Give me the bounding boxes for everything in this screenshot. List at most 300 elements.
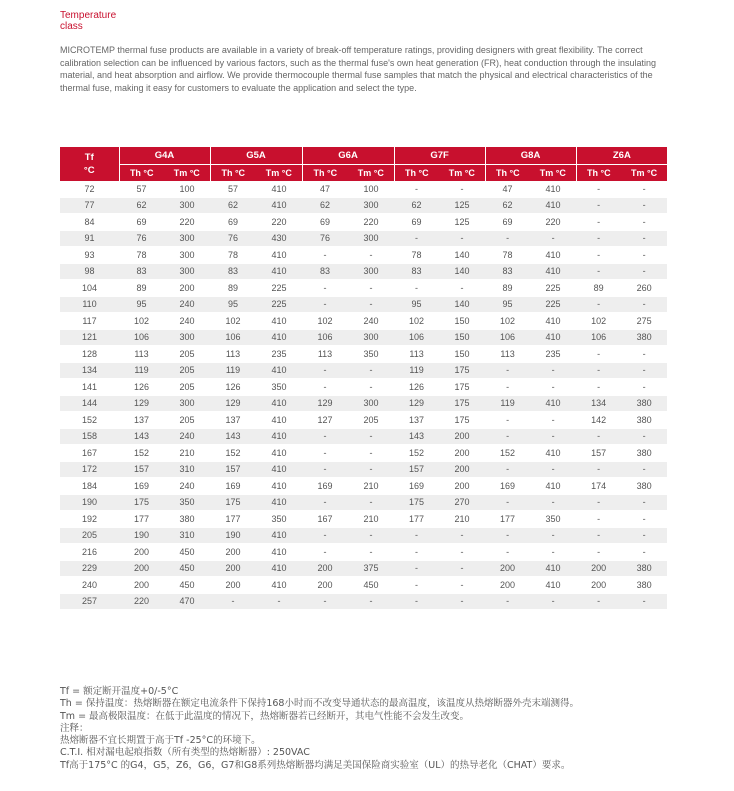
tm-cell: 375 xyxy=(348,560,394,577)
tm-cell: 270 xyxy=(439,494,485,511)
tm-cell: - xyxy=(530,379,576,396)
th-cell: 200 xyxy=(119,560,164,577)
tm-cell: - xyxy=(621,197,667,214)
table-row xyxy=(60,560,667,577)
tm-subheader: Tm °C xyxy=(256,165,302,182)
table-row xyxy=(60,577,667,594)
tm-cell: 410 xyxy=(530,395,576,412)
tf-cell: 240 xyxy=(60,577,119,594)
th-cell: 169 xyxy=(394,478,439,495)
th-cell: 69 xyxy=(210,214,256,231)
tm-cell: 205 xyxy=(164,412,210,429)
tm-cell: - xyxy=(439,560,485,577)
th-cell: 102 xyxy=(119,313,164,330)
tf-cell: 216 xyxy=(60,544,119,561)
tm-cell: 175 xyxy=(439,412,485,429)
tf-cell: 117 xyxy=(60,313,119,330)
tm-cell: - xyxy=(621,511,667,528)
section-title xyxy=(60,10,140,32)
group-header-g6a: G6A xyxy=(302,147,394,165)
tm-cell: 410 xyxy=(256,478,302,495)
tf-header-symbol: Tf xyxy=(84,152,94,163)
tm-cell: 300 xyxy=(348,329,394,346)
table-row xyxy=(60,197,667,214)
tm-cell: 410 xyxy=(256,577,302,594)
tm-cell: 240 xyxy=(164,428,210,445)
tm-cell: 410 xyxy=(530,329,576,346)
tm-subheader: Tm °C xyxy=(164,165,210,182)
th-cell: 175 xyxy=(210,494,256,511)
tm-cell: - xyxy=(621,181,667,197)
th-cell: - xyxy=(302,461,348,478)
tm-cell: - xyxy=(439,527,485,544)
tm-cell: 430 xyxy=(256,230,302,247)
th-cell: 69 xyxy=(302,214,348,231)
th-cell: 142 xyxy=(576,412,621,429)
tm-cell: 200 xyxy=(439,428,485,445)
tm-cell: - xyxy=(348,280,394,297)
th-cell: - xyxy=(394,181,439,197)
tm-cell: 220 xyxy=(530,214,576,231)
th-cell: 200 xyxy=(302,560,348,577)
tm-cell: 300 xyxy=(348,230,394,247)
tm-cell: 225 xyxy=(256,296,302,313)
th-cell: - xyxy=(210,593,256,610)
tf-cell: 91 xyxy=(60,230,119,247)
th-cell: 62 xyxy=(210,197,256,214)
th-cell: 200 xyxy=(485,560,530,577)
tm-cell: 210 xyxy=(348,511,394,528)
tm-cell: 140 xyxy=(439,247,485,264)
th-cell: - xyxy=(485,379,530,396)
tm-cell: 380 xyxy=(621,395,667,412)
th-cell: 200 xyxy=(119,544,164,561)
th-cell: 143 xyxy=(210,428,256,445)
th-cell: 102 xyxy=(394,313,439,330)
th-cell: 175 xyxy=(119,494,164,511)
th-cell: - xyxy=(576,247,621,264)
tm-cell: 450 xyxy=(164,544,210,561)
th-cell: 83 xyxy=(210,263,256,280)
group-header-g5a: G5A xyxy=(210,147,302,165)
tm-cell: - xyxy=(621,296,667,313)
tm-cell: 380 xyxy=(621,560,667,577)
table-row xyxy=(60,362,667,379)
th-cell: 177 xyxy=(210,511,256,528)
th-cell: - xyxy=(394,527,439,544)
tm-cell: 150 xyxy=(439,313,485,330)
tm-cell: - xyxy=(348,379,394,396)
tm-cell: 300 xyxy=(348,263,394,280)
th-cell: 126 xyxy=(210,379,256,396)
tf-cell: 172 xyxy=(60,461,119,478)
th-cell: 200 xyxy=(210,544,256,561)
th-subheader: Th °C xyxy=(119,165,164,182)
tf-cell: 98 xyxy=(60,263,119,280)
tf-cell: 77 xyxy=(60,197,119,214)
th-cell: 89 xyxy=(210,280,256,297)
th-cell: - xyxy=(394,577,439,594)
th-cell: 102 xyxy=(485,313,530,330)
th-cell: 102 xyxy=(302,313,348,330)
note-line: 热熔断器不宜长期置于高于Tf -25°C的环境下。 xyxy=(60,735,261,747)
th-cell: 113 xyxy=(210,346,256,363)
tm-cell: 125 xyxy=(439,214,485,231)
th-cell: 69 xyxy=(485,214,530,231)
note-line: 注释： xyxy=(60,722,89,734)
tm-cell: 275 xyxy=(621,313,667,330)
tm-cell: 380 xyxy=(164,511,210,528)
th-cell: 76 xyxy=(119,230,164,247)
th-cell: 169 xyxy=(485,478,530,495)
th-cell: 47 xyxy=(302,181,348,197)
tm-cell: 175 xyxy=(439,362,485,379)
tm-cell: - xyxy=(530,544,576,561)
tm-cell: 310 xyxy=(164,527,210,544)
th-cell: - xyxy=(576,230,621,247)
section-title-line2: class xyxy=(60,21,83,32)
th-cell: 106 xyxy=(210,329,256,346)
th-cell: - xyxy=(576,362,621,379)
th-cell: 106 xyxy=(576,329,621,346)
tm-cell: 380 xyxy=(621,577,667,594)
tm-cell: 150 xyxy=(439,346,485,363)
th-cell: 106 xyxy=(485,329,530,346)
tf-header-unit: °C xyxy=(83,165,95,176)
table-row xyxy=(60,346,667,363)
tm-cell: 410 xyxy=(530,197,576,214)
th-cell: - xyxy=(485,428,530,445)
th-cell: 200 xyxy=(119,577,164,594)
th-cell: 126 xyxy=(119,379,164,396)
th-cell: 119 xyxy=(210,362,256,379)
table-row xyxy=(60,478,667,495)
th-cell: 134 xyxy=(576,395,621,412)
th-cell: - xyxy=(485,230,530,247)
th-cell: - xyxy=(485,412,530,429)
th-cell: 137 xyxy=(210,412,256,429)
tm-cell: - xyxy=(439,181,485,197)
th-cell: 169 xyxy=(210,478,256,495)
th-cell: 89 xyxy=(119,280,164,297)
th-cell: 127 xyxy=(302,412,348,429)
th-cell: - xyxy=(302,445,348,462)
tm-cell: 450 xyxy=(348,577,394,594)
th-cell: 119 xyxy=(119,362,164,379)
tf-cell: 257 xyxy=(60,593,119,610)
tm-cell: 310 xyxy=(164,461,210,478)
tf-cell: 134 xyxy=(60,362,119,379)
th-cell: - xyxy=(302,296,348,313)
table-row xyxy=(60,296,667,313)
tm-cell: 225 xyxy=(530,296,576,313)
th-cell: 220 xyxy=(119,593,164,610)
tf-cell: 229 xyxy=(60,560,119,577)
tm-cell: 210 xyxy=(439,511,485,528)
tm-cell: - xyxy=(348,362,394,379)
th-cell: - xyxy=(394,280,439,297)
th-cell: 177 xyxy=(119,511,164,528)
tf-cell: 84 xyxy=(60,214,119,231)
table-row xyxy=(60,428,667,445)
tm-cell: 240 xyxy=(348,313,394,330)
th-cell: - xyxy=(576,593,621,610)
tm-cell: - xyxy=(621,544,667,561)
tm-cell: 350 xyxy=(348,346,394,363)
tm-cell: 240 xyxy=(164,296,210,313)
tm-cell: - xyxy=(348,428,394,445)
th-cell: 106 xyxy=(394,329,439,346)
tm-cell: 380 xyxy=(621,329,667,346)
th-cell: - xyxy=(302,428,348,445)
th-cell: 174 xyxy=(576,478,621,495)
table-row xyxy=(60,214,667,231)
tm-cell: 410 xyxy=(530,445,576,462)
th-cell: 157 xyxy=(576,445,621,462)
tm-cell: 350 xyxy=(256,379,302,396)
tm-cell: 410 xyxy=(256,362,302,379)
tf-cell: 144 xyxy=(60,395,119,412)
tm-cell: 410 xyxy=(256,197,302,214)
th-cell: - xyxy=(576,494,621,511)
tm-cell: 410 xyxy=(256,329,302,346)
th-cell: 143 xyxy=(119,428,164,445)
th-cell: 143 xyxy=(394,428,439,445)
tm-cell: - xyxy=(621,230,667,247)
tm-cell: 200 xyxy=(439,478,485,495)
table-row xyxy=(60,395,667,412)
table-row xyxy=(60,181,667,197)
th-cell: - xyxy=(576,511,621,528)
th-cell: 167 xyxy=(302,511,348,528)
th-subheader: Th °C xyxy=(394,165,439,182)
th-cell: 200 xyxy=(576,577,621,594)
th-cell: 83 xyxy=(302,263,348,280)
tm-cell: - xyxy=(439,577,485,594)
table-row xyxy=(60,247,667,264)
tf-column-header xyxy=(60,147,119,181)
th-cell: 83 xyxy=(394,263,439,280)
note-line: Tf = 额定断开温度+0/-5°C xyxy=(60,686,179,697)
th-cell: - xyxy=(302,544,348,561)
tm-cell: - xyxy=(621,527,667,544)
th-cell: 57 xyxy=(210,181,256,197)
tm-cell: 410 xyxy=(256,247,302,264)
tm-cell: 100 xyxy=(348,181,394,197)
th-cell: - xyxy=(394,230,439,247)
th-cell: 137 xyxy=(119,412,164,429)
table-row xyxy=(60,379,667,396)
th-cell: 157 xyxy=(119,461,164,478)
th-subheader: Th °C xyxy=(210,165,256,182)
tf-cell: 72 xyxy=(60,181,119,197)
table-row xyxy=(60,263,667,280)
tm-cell: 200 xyxy=(439,461,485,478)
th-cell: 190 xyxy=(119,527,164,544)
th-cell: 62 xyxy=(119,197,164,214)
th-cell: 69 xyxy=(394,214,439,231)
tm-cell: - xyxy=(530,362,576,379)
tm-cell: 240 xyxy=(164,313,210,330)
tm-cell: 150 xyxy=(439,329,485,346)
th-cell: - xyxy=(576,527,621,544)
tm-cell: - xyxy=(621,214,667,231)
table-row xyxy=(60,412,667,429)
th-cell: 177 xyxy=(394,511,439,528)
tm-cell: - xyxy=(621,362,667,379)
th-cell: 126 xyxy=(394,379,439,396)
tm-cell: 300 xyxy=(164,263,210,280)
group-header-g4a: G4A xyxy=(119,147,210,165)
table-body xyxy=(60,181,667,610)
th-cell: - xyxy=(302,379,348,396)
th-cell: 102 xyxy=(210,313,256,330)
th-cell: 175 xyxy=(394,494,439,511)
tm-cell: - xyxy=(348,461,394,478)
tm-cell: 220 xyxy=(164,214,210,231)
tm-cell: 410 xyxy=(256,313,302,330)
th-subheader: Th °C xyxy=(485,165,530,182)
th-cell: 78 xyxy=(394,247,439,264)
tm-cell: - xyxy=(530,428,576,445)
th-cell: 152 xyxy=(119,445,164,462)
th-cell: 157 xyxy=(394,461,439,478)
tm-cell: 410 xyxy=(530,263,576,280)
th-cell: 69 xyxy=(119,214,164,231)
tm-cell: - xyxy=(348,296,394,313)
th-cell: 152 xyxy=(485,445,530,462)
tm-cell: 125 xyxy=(439,197,485,214)
intro-paragraph: MICROTEMP thermal fuse products are available in a variety of break-off temperature ratings, providing designers with great flexibility. The correct calibration selection can be influenced by various factors, such as the thermal fuse's own heat generation (FR), heat conduction through the insulating material, and heat absorption and airflow. We provide thermocouple thermal fuse samples that match the physical and electrical characteristics of the thermal fuse, making it easy for customers to evaluate the application and select the type. xyxy=(60,45,657,93)
tm-cell: - xyxy=(621,461,667,478)
th-cell: - xyxy=(485,494,530,511)
tm-cell: 300 xyxy=(164,247,210,264)
tm-cell: 240 xyxy=(164,478,210,495)
th-cell: - xyxy=(576,379,621,396)
th-cell: 95 xyxy=(119,296,164,313)
th-cell: 95 xyxy=(210,296,256,313)
tm-cell: 225 xyxy=(530,280,576,297)
th-cell: 200 xyxy=(210,577,256,594)
th-cell: 47 xyxy=(485,181,530,197)
tm-cell: 200 xyxy=(439,445,485,462)
tm-cell: - xyxy=(256,593,302,610)
table-row xyxy=(60,230,667,247)
tm-cell: - xyxy=(530,461,576,478)
tm-cell: 380 xyxy=(621,412,667,429)
table-row xyxy=(60,329,667,346)
note-line: Tf高于175°C 的G4，G5，Z6，G6，G7和G8系列热熔断器均满足美国保险商实验室（UL）的热导老化（CHAT）要求。 xyxy=(60,759,571,771)
th-cell: 113 xyxy=(485,346,530,363)
tm-cell: 410 xyxy=(530,577,576,594)
tm-cell: 410 xyxy=(530,181,576,197)
th-cell: 200 xyxy=(485,577,530,594)
th-cell: - xyxy=(576,263,621,280)
tm-cell: 175 xyxy=(439,379,485,396)
table-group-header-row xyxy=(60,147,667,165)
tm-subheader: Tm °C xyxy=(530,165,576,182)
tm-cell: 450 xyxy=(164,560,210,577)
tm-cell: - xyxy=(621,247,667,264)
table-row xyxy=(60,445,667,462)
tm-cell: - xyxy=(530,593,576,610)
th-cell: - xyxy=(576,181,621,197)
tm-cell: 235 xyxy=(530,346,576,363)
th-cell: 95 xyxy=(485,296,530,313)
th-cell: 137 xyxy=(394,412,439,429)
th-cell: 177 xyxy=(485,511,530,528)
th-cell: - xyxy=(485,527,530,544)
table-sub-header-row xyxy=(60,165,667,182)
th-cell: - xyxy=(576,296,621,313)
tm-cell: 350 xyxy=(164,494,210,511)
tm-cell: - xyxy=(530,412,576,429)
th-cell: - xyxy=(485,544,530,561)
th-cell: 200 xyxy=(302,577,348,594)
note-line: Tm = 最高极限温度：在低于此温度的情况下，热熔断器若已经断开，其电气性能不会发生改变。 xyxy=(60,710,470,722)
group-header-z6a: Z6A xyxy=(576,147,667,165)
tm-cell: 175 xyxy=(439,395,485,412)
th-cell: - xyxy=(485,362,530,379)
th-cell: 200 xyxy=(210,560,256,577)
tm-cell: 210 xyxy=(164,445,210,462)
tm-cell: 410 xyxy=(256,181,302,197)
tf-cell: 93 xyxy=(60,247,119,264)
tm-cell: - xyxy=(621,593,667,610)
th-cell: 152 xyxy=(394,445,439,462)
note-line: Th = 保持温度：热熔断器在额定电流条件下保持168小时而不改变导通状态的最高温度，该温度从热熔断器外壳末端测得。 xyxy=(60,698,579,710)
tm-cell: - xyxy=(621,494,667,511)
tm-cell: 220 xyxy=(256,214,302,231)
tm-subheader: Tm °C xyxy=(621,165,667,182)
tm-cell: - xyxy=(439,280,485,297)
section-title-line1: Temperature xyxy=(60,10,117,21)
tm-cell: 380 xyxy=(621,478,667,495)
tm-cell: 410 xyxy=(530,560,576,577)
tm-cell: 410 xyxy=(256,527,302,544)
tm-cell: 205 xyxy=(348,412,394,429)
th-cell: 76 xyxy=(210,230,256,247)
tm-cell: 140 xyxy=(439,263,485,280)
tf-cell: 152 xyxy=(60,412,119,429)
th-cell: - xyxy=(576,214,621,231)
tf-cell: 192 xyxy=(60,511,119,528)
tm-cell: 410 xyxy=(256,494,302,511)
th-cell: - xyxy=(302,362,348,379)
tm-cell: 410 xyxy=(256,445,302,462)
tm-cell: 410 xyxy=(530,313,576,330)
th-cell: 83 xyxy=(119,263,164,280)
tm-cell: 380 xyxy=(621,445,667,462)
tm-cell: - xyxy=(621,346,667,363)
tm-cell: 200 xyxy=(164,280,210,297)
th-cell: 129 xyxy=(210,395,256,412)
th-cell: - xyxy=(485,593,530,610)
tf-cell: 205 xyxy=(60,527,119,544)
th-cell: 129 xyxy=(394,395,439,412)
tm-cell: 205 xyxy=(164,346,210,363)
tf-cell: 110 xyxy=(60,296,119,313)
tm-cell: 450 xyxy=(164,577,210,594)
th-cell: 190 xyxy=(210,527,256,544)
tm-cell: 410 xyxy=(530,247,576,264)
th-cell: 106 xyxy=(119,329,164,346)
tm-cell: 225 xyxy=(256,280,302,297)
th-cell: 57 xyxy=(119,181,164,197)
tm-cell: 410 xyxy=(256,412,302,429)
tm-cell: 410 xyxy=(256,395,302,412)
tm-cell: 300 xyxy=(348,395,394,412)
